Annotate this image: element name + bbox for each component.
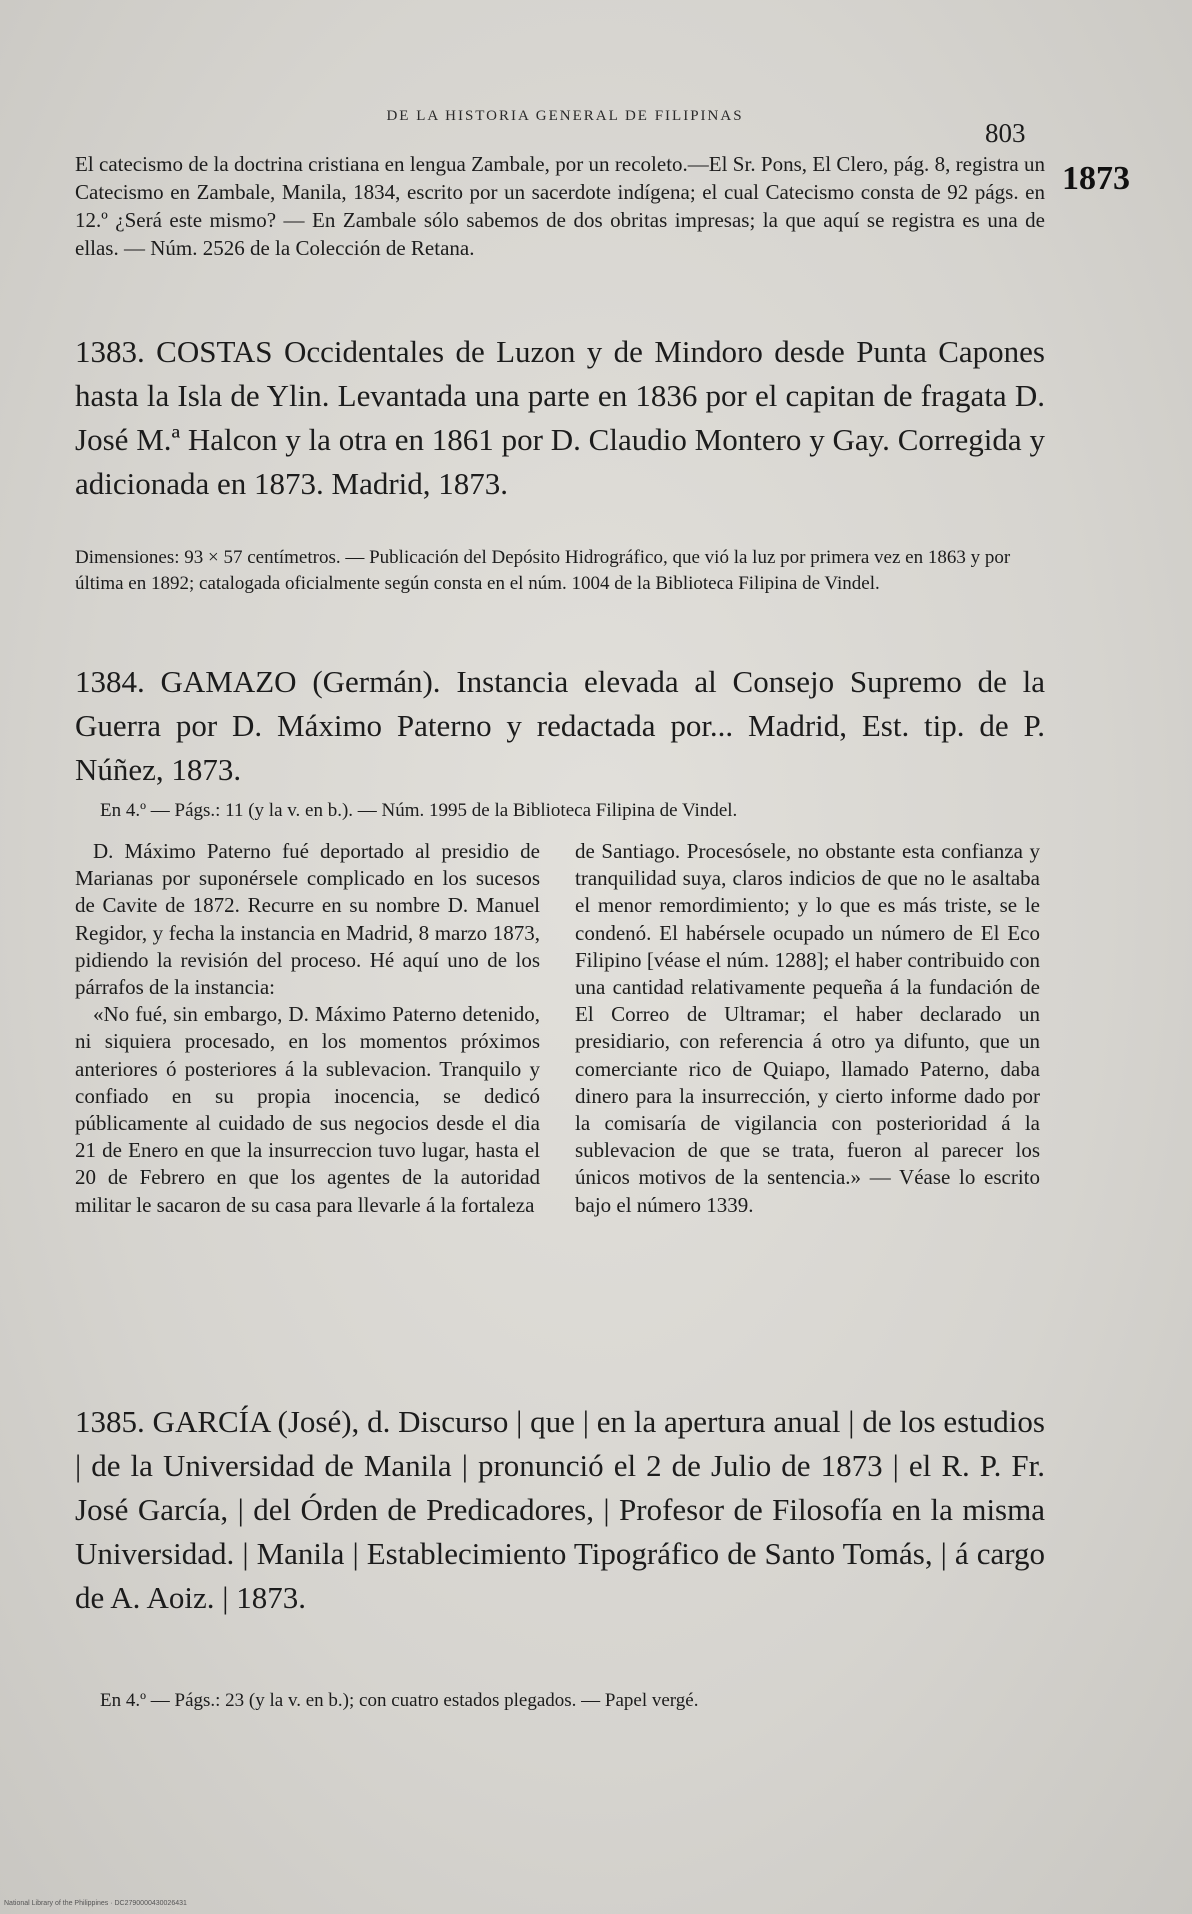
entry-1384-column-left xyxy=(75,838,540,1219)
scan-footer-strip: National Library of the Philippines · DC2790000430026431 xyxy=(4,1900,187,1907)
entry-1384-column-right xyxy=(575,838,1040,1219)
year-marker: 1873 xyxy=(1062,160,1130,197)
column-paragraph: de Santiago. Procesósele, no obstante esta confianza y tranquilidad suya, claros indicios de que no le asaltaba el menor remordimiento; y lo que es más triste, se le condenó. El habérsele ocupado un número de El Eco Filipino [véase el núm. 1288]; el haber contribuido con una cantidad relativamente pequeña á la fundación de El Correo de Ultramar; el haber declarado un presidiario, con referencia á otro ya difunto, que un comerciante rico de Quiapo, llamado Paterno, daba dinero para la insurrección, y cierto informe dado por la comisaría de vigilancia con posterioridad á la sublevacion de que se trata, fueron al parecer los únicos motivos de la sentencia.» — Véase lo escrito bajo el número 1339. xyxy=(575,839,1040,1217)
entry-1383-note: Dimensiones: 93 × 57 centímetros. — Publicación del Depósito Hidrográfico, que vió la luz por primera vez en 1863 y por última en 1892; catalogada oficialmente según consta en el núm. 1004 de la Biblioteca Filipina de Vindel. xyxy=(75,547,1011,594)
running-header: DE LA HISTORIA GENERAL DE FILIPINAS xyxy=(386,108,744,124)
page-number: 803 xyxy=(985,118,1026,148)
entry-1384-note: En 4.º — Págs.: 11 (y la v. en b.). — Núm. 1995 de la Biblioteca Filipina de Vindel. xyxy=(100,800,738,821)
intro-paragraph: El catecismo de la doctrina cristiana en lengua Zambale, por un recoleto.—El Sr. Pons, El Clero, pág. 8, registra un Catecismo en Zambale, Manila, 1834, escrito por un sacerdote indígena; el cual Catecismo consta de 92 págs. en 12.º ¿Será este mismo? — En Zambale sólo sabemos de dos obritas impresas; la que aquí se registra es una de ellas. — Núm. 2526 de la Colección de Retana. xyxy=(75,152,1045,260)
entry-1384-title: 1384. GAMAZO (Germán). Instancia elevada al Consejo Supremo de la Guerra por D. Máximo Paterno y redactada por... Madrid, Est. tip. de P. Núñez, 1873. xyxy=(75,664,1045,787)
column-paragraph: D. Máximo Paterno fué deportado al presidio de Marianas por suponérsele complicado en los sucesos de Cavite de 1872. Recurre en su nombre D. Manuel Regidor, y fecha la instancia en Madrid, 8 marzo 1873, pidiendo la revisión del proceso. Hé aquí uno de los párrafos de la instancia: xyxy=(75,839,540,1000)
entry-1383-title: 1383. COSTAS Occidentales de Luzon y de Mindoro desde Punta Capones hasta la Isla de Ylin. Levantada una parte en 1836 por el capitan de fragata D. José M.ª Halcon y la otra en 1861 por D. Claudio Montero y Gay. Corregida y adicionada en 1873. Madrid, 1873. xyxy=(75,334,1045,501)
column-paragraph: «No fué, sin embargo, D. Máximo Paterno detenido, ni siquiera procesado, en los momentos próximos anteriores ó posteriores á la sublevacion. Tranquilo y confiado en su propia inocencia, se dedicó públicamente al cuidado de sus negocios desde el dia 21 de Enero en que la insurreccion tuvo lugar, hasta el 20 de Febrero en que los agentes de la autoridad militar le sacaron de su casa para llevarle á la fortaleza xyxy=(75,1002,540,1217)
entry-1385-title: 1385. GARCÍA (José), d. Discurso | que | en la apertura anual | de los estudios | de la Universidad de Manila | pronunció el 2 de Julio de 1873 | el R. P. Fr. José García, | del Órden de Predicadores, | Profesor de Filosofía en la misma Universidad. | Manila | Establecimiento Tipográfico de Santo Tomás, | á cargo de A. Aoiz. | 1873. xyxy=(75,1404,1045,1615)
entry-1385-note: En 4.º — Págs.: 23 (y la v. en b.); con cuatro estados plegados. — Papel vergé. xyxy=(100,1690,699,1711)
